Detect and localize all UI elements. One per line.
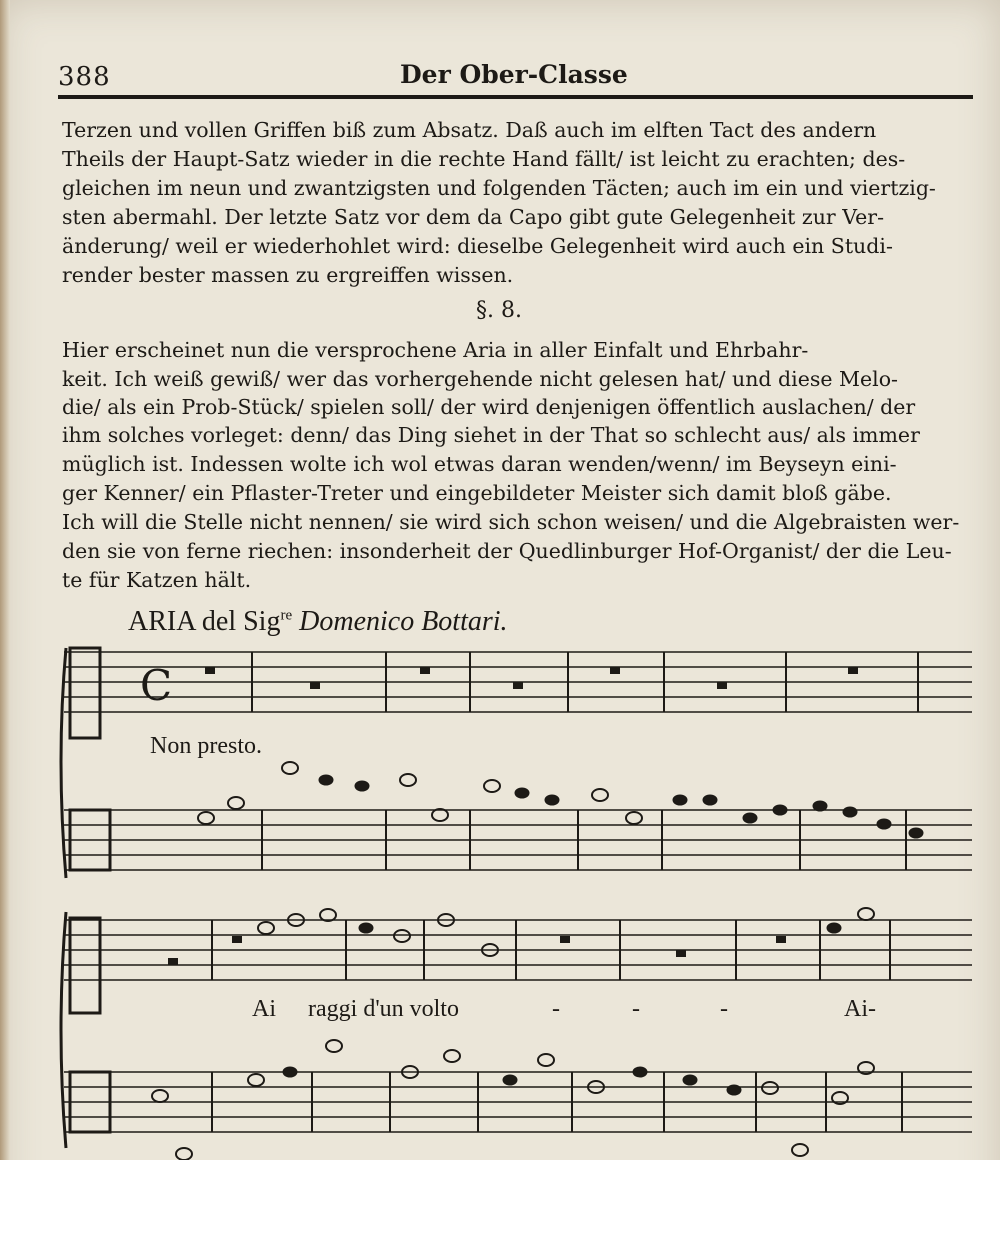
- lyric-hyphen: -: [720, 996, 728, 1022]
- score-system-2: [61, 908, 972, 1160]
- paragraph-line: Ich will die Stelle nicht nennen/ sie wird sich schon weisen/ und die Algebraisten wer-: [62, 510, 960, 534]
- lyric-syllable: Ai: [252, 996, 276, 1022]
- rests: [205, 667, 858, 689]
- paragraph-line: Hier erscheinet nun die versprochene Aria in aller Einfalt und Ehrbahr-: [62, 338, 809, 362]
- lyric-phrase: raggi d'un volto: [308, 996, 459, 1022]
- lyric-hyphen: -: [632, 996, 640, 1022]
- text-line: gleichen im neun und zwantzigsten und folgenden Täcten; auch im ein und viertzig-: [62, 176, 936, 200]
- system-brace: [61, 912, 66, 1148]
- bass-notes: [198, 762, 923, 838]
- paragraph-line: müglich ist. Indessen wolte ich wol etwas daran wenden/wenn/ im Beyseyn eini-: [62, 452, 897, 476]
- running-head: Der Ober-Classe: [400, 60, 628, 89]
- aria-title-superscript: re: [280, 607, 293, 624]
- paragraph-line: die/ als ein Prob-Stück/ spielen soll/ der wird denjenigen öffentlich auslachen/ der: [62, 395, 916, 419]
- paragraph-line: ihm solches vorleget: denn/ das Ding siehet in der That so schlecht aus/ als immer: [62, 423, 920, 447]
- lyric-syllable: Ai-: [844, 996, 876, 1022]
- text-line: render bester massen zu ergreiffen wissen.: [62, 263, 514, 287]
- paragraph-line: ger Kenner/ ein Pflaster-Treter und eingebildeter Meister sich damit bloß gäbe.: [62, 481, 892, 505]
- voice-notes: [168, 908, 874, 965]
- paragraph-line: den sie von ferne riechen: insonderheit der Quedlinburger Hof-Organist/ der die Leu-: [62, 539, 952, 563]
- text-line: Theils der Haupt-Satz wieder in die rechte Hand fällt/ ist leicht zu erachten; des-: [62, 147, 906, 171]
- aria-title-prefix: ARIA del Sig: [128, 606, 281, 637]
- composer-name: Domenico Bottari.: [299, 606, 508, 637]
- c-clef-icon: [70, 648, 100, 738]
- text-line: sten abermahl. Der letzte Satz vor dem da Capo gibt gute Gelegenheit zur Ver-: [62, 205, 885, 229]
- score-system-1: [61, 648, 972, 878]
- bass-staff: [64, 810, 972, 870]
- page-bottom-margin: [0, 1160, 1000, 1258]
- lyric-hyphen: -: [552, 996, 560, 1022]
- paragraph-line: keit. Ich weiß gewiß/ wer das vorhergehende nicht gelesen hat/ und diese Melo-: [62, 367, 898, 391]
- bass-notes-2: [152, 1040, 874, 1160]
- text-line: Terzen und vollen Griffen biß zum Absatz. Daß auch im elften Tact des andern: [62, 118, 877, 142]
- page-number: 388: [58, 62, 111, 92]
- section-number: §. 8.: [476, 298, 522, 323]
- paragraph-line: te für Katzen hält.: [62, 568, 252, 592]
- tempo-marking: Non presto.: [150, 733, 262, 759]
- text-line: änderung/ weil er wiederhohlet wird: dieselbe Gelegenheit wird auch ein Studi-: [62, 234, 893, 258]
- common-time-icon: C: [140, 661, 173, 710]
